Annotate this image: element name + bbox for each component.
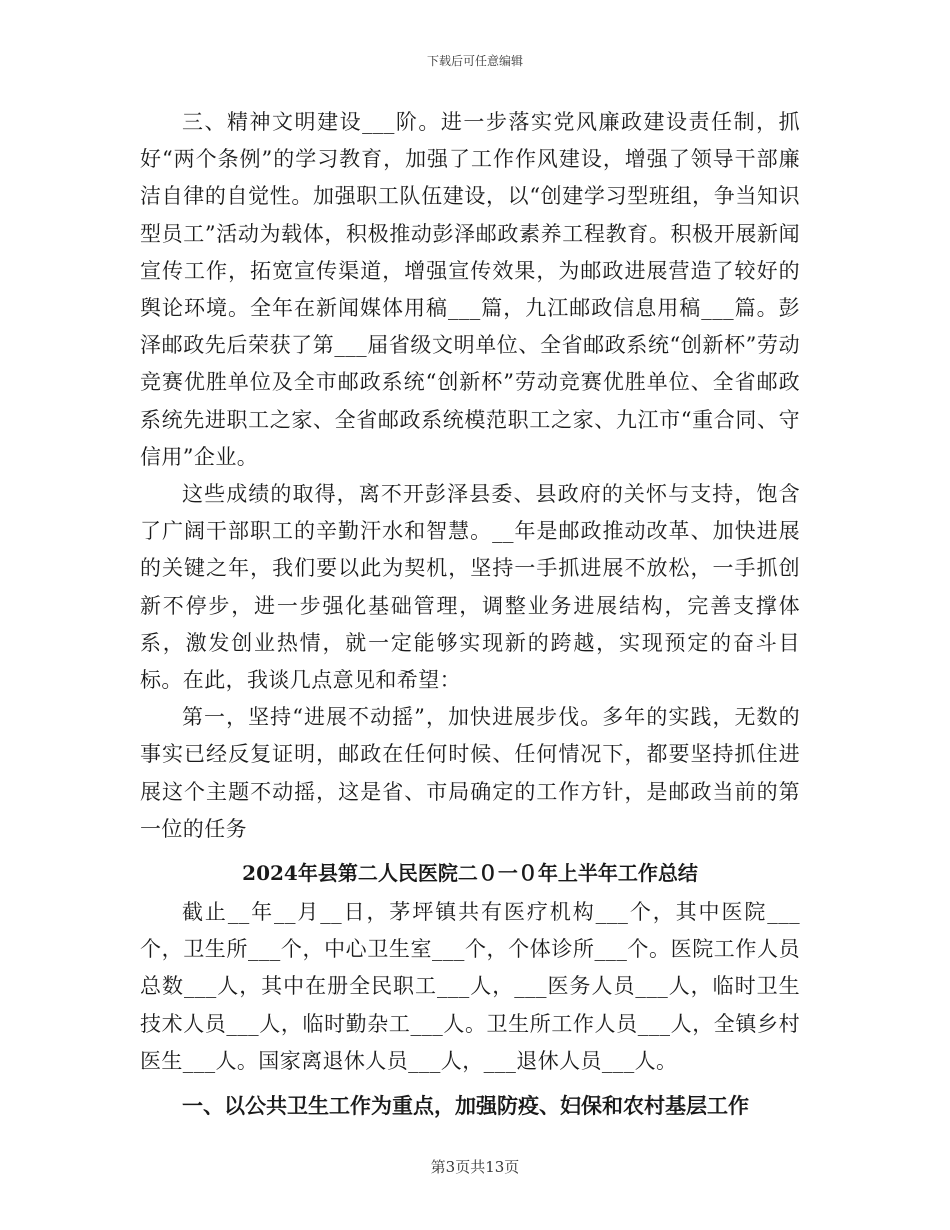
section-heading: 一、以公共卫生工作为重点，加强防疫、妇保和农村基层工作 [182,1093,749,1119]
paragraph-spiritual-civilization: 三、精神文明建设___阶。进一步落实党风廉政建设责任制，抓好“两个条例”的学习教育，加强了工作作风建设，增强了领导干部廉洁自律的自觉性。加强职工队伍建设，以“创建学习型班组，争当知识型员工”活动为载体，积极推动彭泽邮政素养工程教育。积极开展新闻宣传工作，拓宽宣传渠道，增强宣传效果，为邮政进展营造了较好的舆论环境。全年在新闻媒体用稿___篇，九江邮政信息用稿___篇。彭泽邮政先后荣获了第___届省级文明单位、全省邮政系统“创新杯”劳动竞赛优胜单位及全市邮政系统“创新杯”劳动竞赛优胜单位、全省邮政系统先进职工之家、全省邮政系统模范职工之家、九江市“重合同、守信用”企业。 [140,110,800,469]
page-number-footer: 第3页共13页 [430,1158,520,1176]
document-title: 2024年县第二人民医院二０一０年上半年工作总结 [242,861,698,886]
paragraph-achievements: 这些成绩的取得，离不开彭泽县委、县政府的关怀与支持，饱含了广阔干部职工的辛勤汗水和智慧。__年是邮政推动改革、加快进展的关键之年，我们要以此为契机，坚持一手抓进展不放松，一手抓创新不停步，进一步强化基础管理，调整业务进展结构，完善支撑体系，激发创业热情，就一定能够实现新的跨越，实现预定的奋斗目标。在此，我谈几点意见和希望： [140,482,800,693]
document-body [140,104,800,1126]
paragraph-first-point: 第一，坚持“进展不动摇”，加快进展步伐。多年的实践，无数的事实已经反复证明，邮政在任何时候、任何情况下，都要坚持抓住进展这个主题不动摇，这是省、市局确定的工作方针，是邮政当前的第一位的任务 [140,705,800,841]
paragraph-medical-statistics: 截止__年__月__日，茅坪镇共有医疗机构___个，其中医院___个，卫生所___个，中心卫生室___个，个体诊所___个。医院工作人员总数___人，其中在册全民职工___人，___医务人员___人，临时卫生技术人员___人，临时勤杂工___人。卫生所工作人员___人，全镇乡村医生___人。国家离退休人员___人，___退休人员___人。 [140,900,800,1073]
page-header-note: 下载后可任意编辑 [426,54,523,68]
